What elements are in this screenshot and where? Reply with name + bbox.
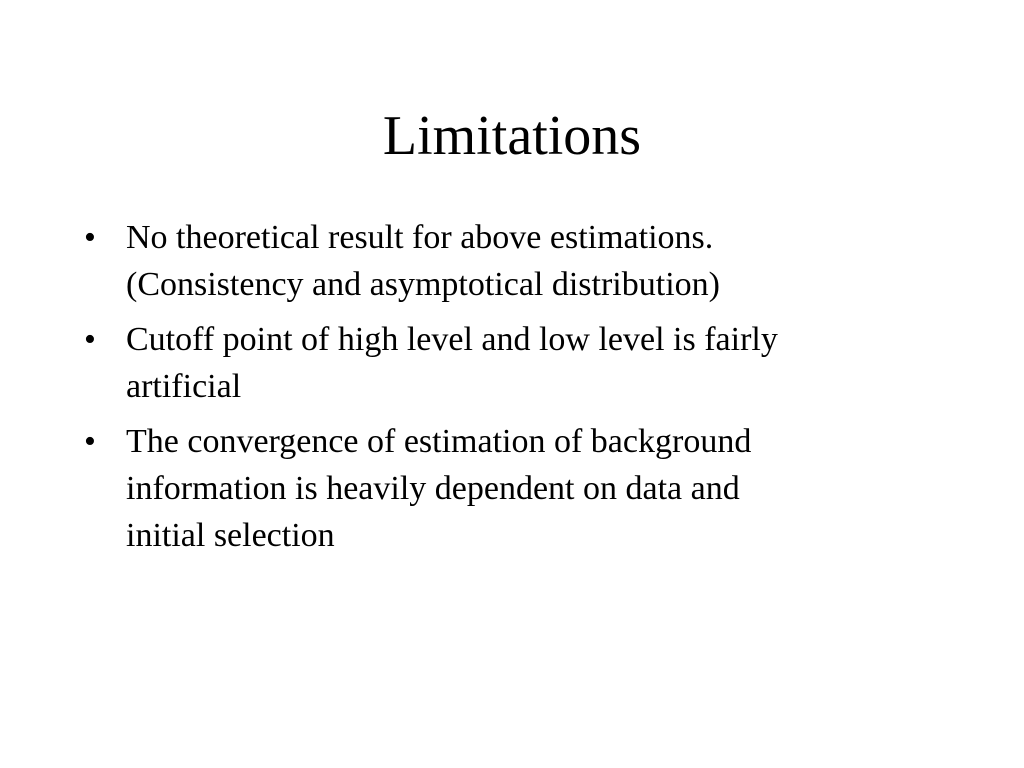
bullet-line: The convergence of estimation of background bbox=[126, 423, 752, 460]
bullet-item bbox=[84, 418, 924, 559]
bullet-line: Cutoff point of high level and low level is fairly bbox=[126, 321, 778, 358]
bullet-line: artificial bbox=[126, 368, 242, 405]
slide-title: Limitations bbox=[382, 105, 642, 167]
bullet-line: (Consistency and asymptotical distribution) bbox=[126, 266, 720, 303]
bullet-icon: • bbox=[84, 321, 96, 358]
bullet-item bbox=[84, 214, 924, 308]
bullet-line: No theoretical result for above estimations. bbox=[126, 219, 714, 256]
bullet-item bbox=[84, 316, 924, 410]
bullet-list bbox=[84, 214, 924, 567]
bullet-icon: • bbox=[84, 423, 96, 460]
bullet-line: initial selection bbox=[126, 517, 335, 554]
bullet-line: information is heavily dependent on data and bbox=[126, 470, 740, 507]
bullet-icon: • bbox=[84, 219, 96, 256]
